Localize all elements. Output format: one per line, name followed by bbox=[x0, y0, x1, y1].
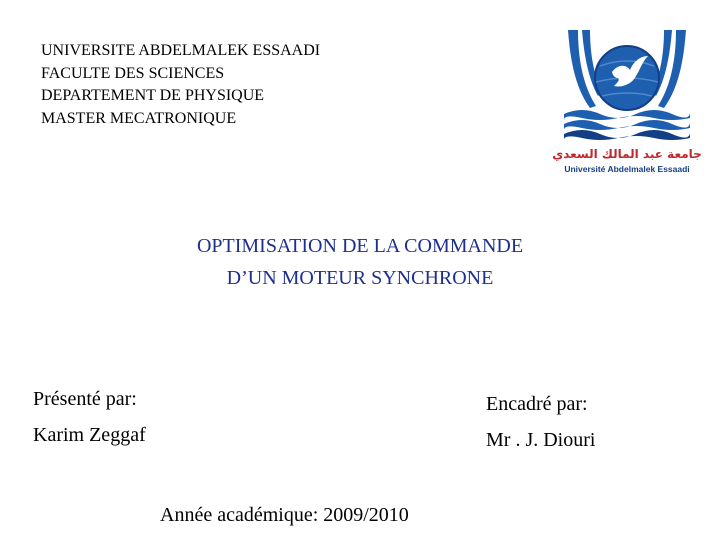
thesis-title bbox=[0, 230, 720, 294]
supervisor-name: Mr . J. Diouri bbox=[486, 429, 596, 451]
presenter-name: Karim Zeggaf bbox=[33, 424, 146, 446]
university-logo bbox=[552, 26, 702, 176]
title-line-1: OPTIMISATION DE LA COMMANDE bbox=[196, 235, 524, 257]
presenter-label: Présenté par: bbox=[33, 388, 137, 410]
faculty-name: FACULTE DES SCIENCES bbox=[41, 64, 225, 82]
presenter-block bbox=[33, 381, 146, 453]
academic-year: Année académique: 2009/2010 bbox=[160, 504, 409, 526]
university-name: UNIVERSITE ABDELMALEK ESSAADI bbox=[41, 42, 321, 59]
department-name: DEPARTEMENT DE PHYSIQUE bbox=[41, 87, 265, 104]
logo-arabic-name: جامعة عبد المالك السعدي bbox=[552, 147, 702, 161]
institution-header bbox=[41, 40, 320, 130]
title-line-2: D’UN MOTEUR SYNCHRONE bbox=[226, 267, 494, 289]
supervisor-block bbox=[486, 386, 595, 458]
program-name: MASTER MECATRONIQUE bbox=[41, 109, 237, 127]
logo-latin-name: Université Abdelmalek Essaadi bbox=[564, 164, 690, 174]
supervisor-label: Encadré par: bbox=[486, 393, 588, 415]
